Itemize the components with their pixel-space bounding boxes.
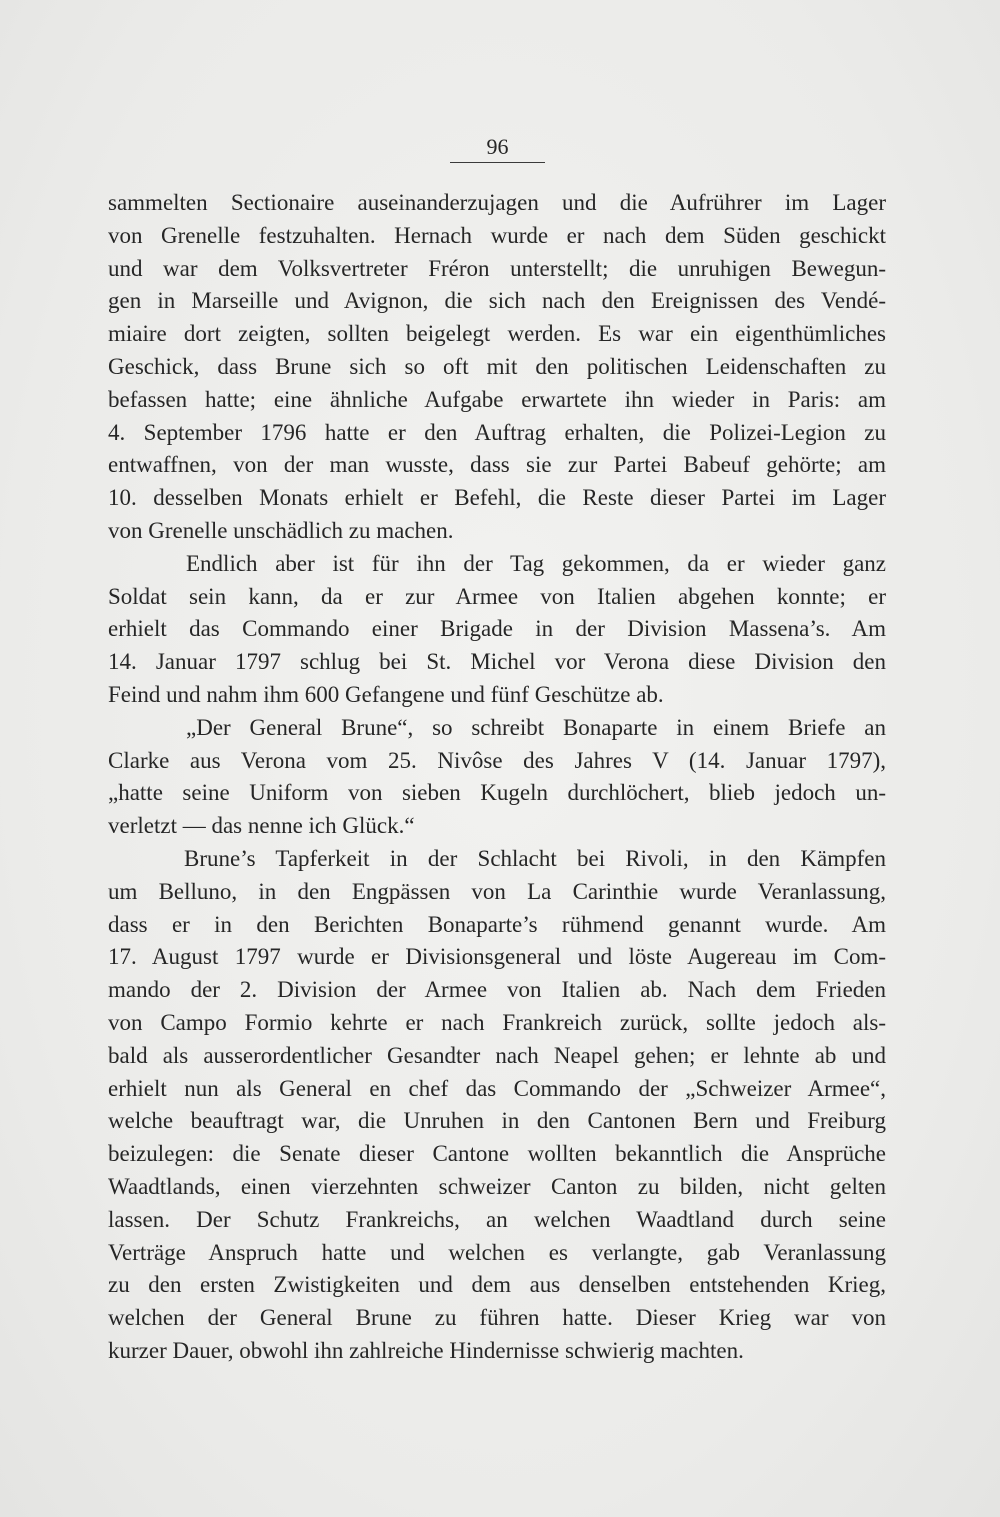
text-line: mando der 2. Division der Armee von Italien ab. Nach dem Frieden <box>108 977 886 1003</box>
text-line: Feind und nahm ihm 600 Gefangene und fünf Geschütze ab. <box>108 681 664 707</box>
text-line: von Grenelle festzuhalten. Hernach wurde er nach dem Süden geschickt <box>108 222 886 248</box>
text-line: miaire dort zeigten, sollten beigelegt werden. Es war ein eigenthümliches <box>108 321 886 347</box>
text-line: von Campo Formio kehrte er nach Frankreich zurück, sollte jedoch als- <box>108 1009 886 1035</box>
text-line: 4. September 1796 hatte er den Auftrag erhalten, die Polizei-Legion zu <box>108 419 886 445</box>
text-line: von Grenelle unschädlich zu machen. <box>108 517 454 543</box>
text-line: beizulegen: die Senate dieser Cantone wollten bekanntlich die Ansprüche <box>108 1141 886 1167</box>
text-line: verletzt — das nenne ich Glück.“ <box>108 813 415 839</box>
text-line: „Der General Brune“, so schreibt Bonaparte in einem Briefe an <box>186 714 886 740</box>
text-line: bald als ausserordentlicher Gesandter nach Neapel gehen; er lehnte ab und <box>108 1042 886 1068</box>
text-line: welchen der General Brune zu führen hatte. Dieser Krieg war von <box>108 1305 886 1331</box>
text-line: Clarke aus Verona vom 25. Nivôse des Jahres V (14. Januar 1797), <box>108 747 886 773</box>
text-line: Endlich aber ist für ihn der Tag gekommen, da er wieder ganz <box>186 550 886 576</box>
text-line: 10. desselben Monats erhielt er Befehl, die Reste dieser Partei im Lager <box>108 485 886 511</box>
text-line: 17. August 1797 wurde er Divisionsgeneral und löste Augereau im Com- <box>108 944 886 970</box>
text-line: und war dem Volksvertreter Fréron unterstellt; die unruhigen Bewegun- <box>108 255 886 281</box>
page-number: 96 <box>486 134 509 159</box>
text-line: welche beauftragt war, die Unruhen in den Cantonen Bern und Freiburg <box>108 1108 886 1134</box>
text-line: Brune’s Tapferkeit in der Schlacht bei Rivoli, in den Kämpfen <box>184 845 886 871</box>
text-line: erhielt das Commando einer Brigade in der Division Massena’s. Am <box>108 616 886 642</box>
text-line: Waadtlands, einen vierzehnten schweizer Canton zu bilden, nicht gelten <box>108 1173 886 1199</box>
text-line: dass er in den Berichten Bonaparte’s rühmend genannt wurde. Am <box>108 911 886 937</box>
text-line: lassen. Der Schutz Frankreichs, an welchen Waadtland durch seine <box>108 1206 886 1232</box>
text-line: entwaffnen, von der man wusste, dass sie zur Partei Babeuf gehörte; am <box>108 452 886 478</box>
text-line: um Belluno, in den Engpässen von La Carinthie wurde Veranlassung, <box>108 878 886 904</box>
text-line: Soldat sein kann, da er zur Armee von Italien abgehen konnte; er <box>108 583 886 609</box>
text-line: befassen hatte; eine ähnliche Aufgabe erwartete ihn wieder in Paris: am <box>108 386 886 412</box>
body-text <box>108 187 886 1368</box>
text-line: Verträge Anspruch hatte und welchen es verlangte, gab Veranlassung <box>108 1239 886 1265</box>
text-line: gen in Marseille und Avignon, die sich nach den Ereignissen des Vendé- <box>108 288 886 314</box>
page-number-rule <box>450 162 545 163</box>
text-line: zu den ersten Zwistigkeiten und dem aus denselben entstehenden Krieg, <box>108 1272 886 1298</box>
text-line: 14. Januar 1797 schlug bei St. Michel vor Verona diese Division den <box>108 649 886 675</box>
text-line: erhielt nun als General en chef das Commando der „Schweizer Armee“, <box>108 1075 886 1101</box>
text-line: Geschick, dass Brune sich so oft mit den politischen Leidenschaften zu <box>108 353 886 379</box>
text-line: „hatte seine Uniform von sieben Kugeln durchlöchert, blieb jedoch un- <box>108 780 886 806</box>
text-line: kurzer Dauer, obwohl ihn zahlreiche Hindernisse schwierig machten. <box>108 1337 744 1363</box>
text-line: sammelten Sectionaire auseinanderzujagen und die Aufrührer im Lager <box>108 190 886 215</box>
